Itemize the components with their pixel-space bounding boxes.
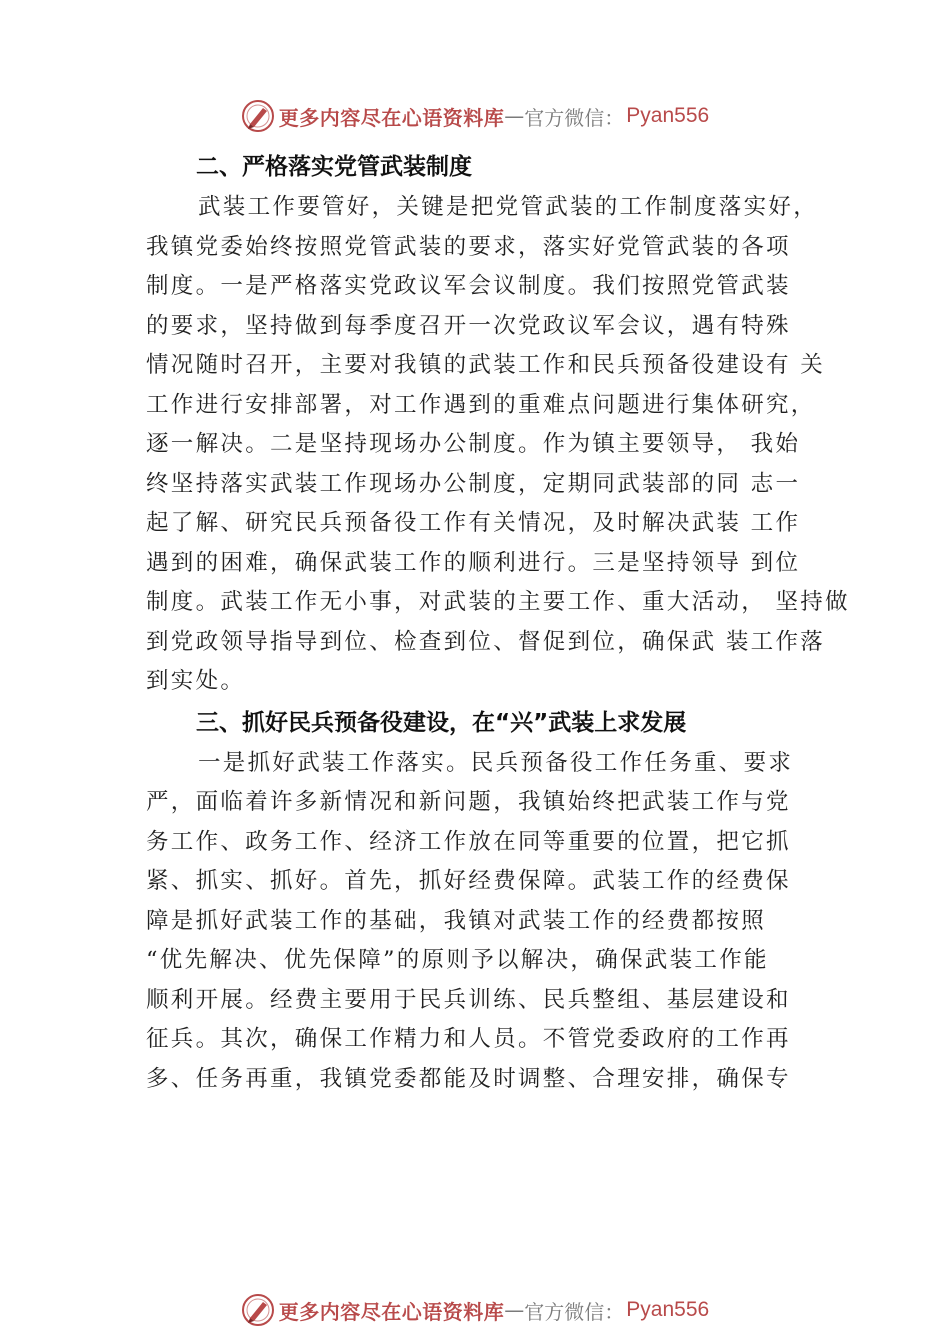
paragraph-line: 制度。武装工作无小事，对武装的主要工作、重大活动， 坚持做 bbox=[146, 589, 850, 615]
paragraph-line: 我镇党委始终按照党管武装的要求，落实好党管武装的各项 bbox=[146, 233, 791, 260]
wechat-id: Pyan556 bbox=[626, 1298, 710, 1321]
wechat-id: Pyan556 bbox=[626, 104, 710, 127]
paragraph-line: 工作进行安排部署，对工作遇到的重难点问题进行集体研究， bbox=[146, 391, 816, 418]
paragraph-line: “优先解决、优先保障”的原则予以解决，确保武装工作能 bbox=[146, 947, 769, 973]
footer-watermark-banner bbox=[0, 1290, 950, 1330]
banner-separator: — bbox=[504, 1298, 525, 1322]
banner-separator: — bbox=[504, 104, 525, 128]
paragraph-line: 多、任务再重，我镇党委都能及时调整、合理安排，确保专 bbox=[146, 1065, 791, 1092]
paragraph-line: 起了解、研究民兵预备役工作有关情况，及时解决武装 工作 bbox=[146, 510, 801, 536]
paragraph-line: 征兵。其次，确保工作精力和人员。不管党委政府的工作再 bbox=[146, 1026, 791, 1052]
paragraph-line: 到实处。 bbox=[146, 668, 246, 694]
paragraph-line: 障是抓好武装工作的基础，我镇对武装工作的经费都按照 bbox=[146, 907, 767, 934]
paragraph-line: 遇到的困难，确保武装工作的顺利进行。三是坚持领导 到位 bbox=[146, 549, 801, 576]
pen-logo-icon bbox=[241, 99, 275, 133]
paragraph-line: 到党政领导指导到位、检查到位、督促到位，确保武 装工作落 bbox=[146, 628, 826, 655]
wechat-label: 官方微信： bbox=[524, 105, 625, 130]
paragraph-line: 一是抓好武装工作落实。民兵预备役工作任务重、要求 bbox=[198, 749, 794, 776]
brand-text: 更多内容尽在心语资料库 bbox=[278, 105, 505, 130]
wechat-label: 官方微信： bbox=[524, 1299, 625, 1324]
paragraph-line: 终坚持落实武装工作现场办公制度，定期同武装部的同 志一 bbox=[146, 470, 801, 497]
document-body bbox=[146, 146, 850, 1099]
paragraph-line: 紧、抓实、抓好。首先，抓好经费保障。武装工作的经费保 bbox=[146, 868, 791, 894]
paragraph-line: 制度。一是严格落实党政议军会议制度。我们按照党管武装 bbox=[146, 273, 791, 299]
header-watermark-banner bbox=[0, 96, 950, 136]
pen-logo-icon bbox=[241, 1293, 275, 1327]
paragraph-line: 务工作、政务工作、经济工作放在同等重要的位置，把它抓 bbox=[146, 828, 791, 855]
paragraph-line: 情况随时召开，主要对我镇的武装工作和民兵预备役建设有 关 bbox=[146, 352, 826, 378]
paragraph-line: 逐一解决。二是坚持现场办公制度。作为镇主要领导， 我始 bbox=[146, 431, 801, 457]
section-heading: 二、严格落实党管武装制度 bbox=[196, 154, 472, 180]
paragraph-line: 严，面临着许多新情况和新问题，我镇始终把武装工作与党 bbox=[146, 789, 791, 815]
paragraph-line: 顺利开展。经费主要用于民兵训练、民兵整组、基层建设和 bbox=[146, 986, 791, 1013]
paragraph-line: 的要求，坚持做到每季度召开一次党政议军会议，遇有特殊 bbox=[146, 312, 791, 339]
brand-text: 更多内容尽在心语资料库 bbox=[278, 1299, 505, 1324]
section-paragraph bbox=[146, 744, 836, 1100]
paragraph-line: 武装工作要管好，关键是把党管武装的工作制度落实好， bbox=[198, 194, 819, 220]
section-heading: 三、抓好民兵预备役建设，在“兴”武装上求发展 bbox=[196, 709, 687, 736]
section-paragraph bbox=[146, 188, 850, 702]
